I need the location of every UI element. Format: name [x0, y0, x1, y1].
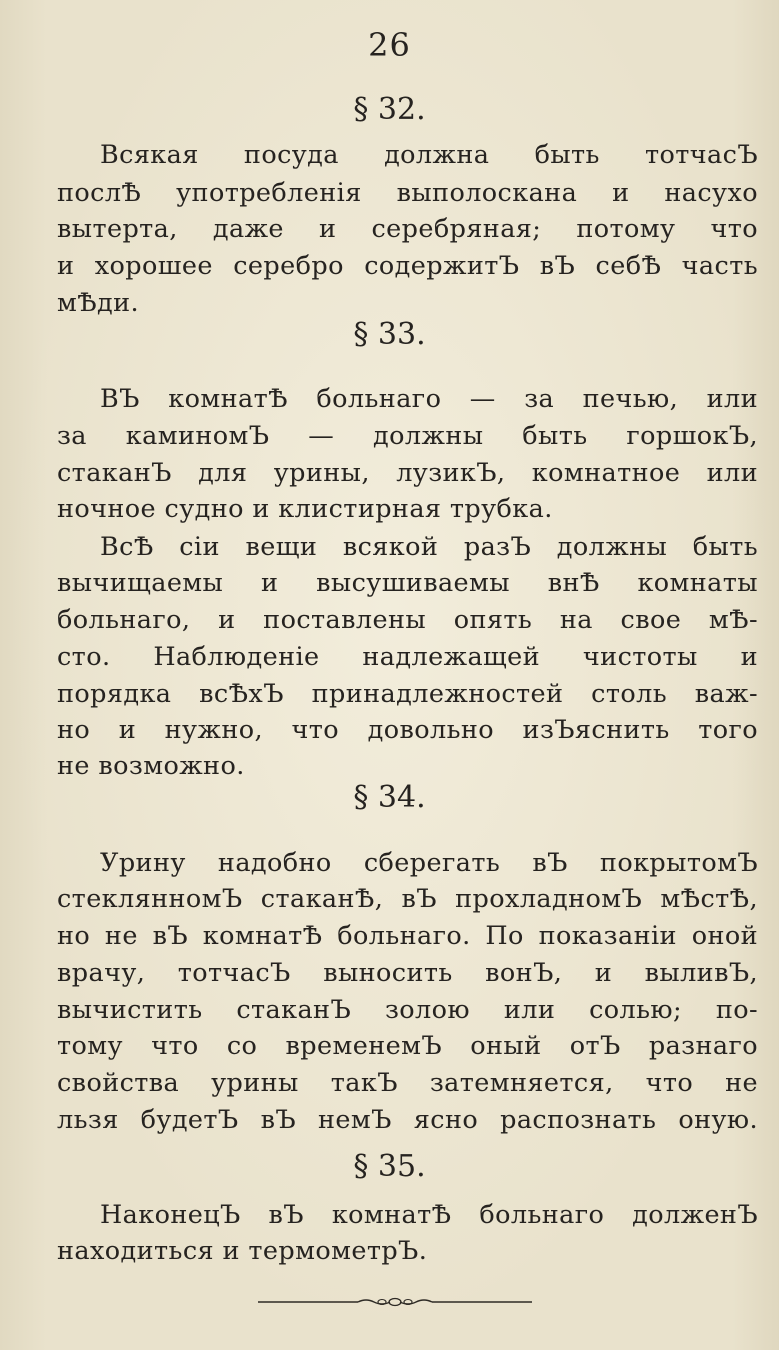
text-line: вычищаемы и высушиваемы внѢ комнаты — [57, 568, 758, 598]
text-line: послѢ употребленія выполоскана и насухо — [57, 178, 758, 208]
text-line: Урину надобно сберегать вЪ покрытомЪ — [100, 848, 758, 878]
text-line: Всякая посуда должна быть тотчасЪ — [100, 140, 758, 170]
text-line: стеклянномЪ стаканѢ, вЪ прохладномЪ мѢстѢ, — [57, 884, 758, 914]
text-line: ВЪ комнатѢ больнаго — за печью, или — [100, 384, 758, 414]
text-line: порядка всѢхЪ принадлежностей столь важ- — [57, 679, 758, 709]
text-line: врачу, тотчасЪ выносить вонЪ, и выливЪ, — [57, 958, 758, 988]
text-line: мѢди. — [57, 288, 140, 318]
text-line: вытерта, даже и серебряная; потому что — [57, 214, 758, 244]
text-line: НаконецЪ вЪ комнатѢ больнаго долженЪ — [100, 1200, 758, 1230]
text-line: больнаго, и поставлены опять на свое мѢ- — [57, 605, 758, 635]
text-line: вычистить стаканЪ золою или солью; по- — [57, 995, 758, 1025]
text-line: но и нужно, что довольно изЪяснить того — [57, 715, 758, 745]
ornament-divider — [258, 1294, 532, 1310]
text-line: ночное судно и клистирная трубка. — [57, 494, 553, 524]
section-heading-32: § 32. — [353, 92, 426, 127]
page-number: 26 — [368, 26, 411, 64]
text-line: льзя будетЪ вЪ немЪ ясно распознать оную. — [57, 1105, 758, 1135]
text-line: сто. Наблюденіе надлежащей чистоты и — [57, 642, 758, 672]
section-heading-33: § 33. — [353, 317, 426, 352]
text-line: не возможно. — [57, 751, 245, 781]
section-heading-34: § 34. — [353, 780, 426, 815]
text-line: тому что со временемЪ оный отЪ разнаго — [57, 1031, 758, 1061]
text-line: но не вЪ комнатѢ больнаго. По показаніи оной — [57, 921, 758, 951]
text-line: ВсѢ сіи вещи всякой разЪ должны быть — [100, 532, 758, 562]
text-line: за каминомЪ — должны быть горшокЪ, — [57, 421, 758, 451]
section-heading-35: § 35. — [353, 1149, 426, 1184]
text-line: и хорошее серебро содержитЪ вЪ себѢ часть — [57, 251, 758, 281]
text-line: находиться и термометрЪ. — [57, 1236, 428, 1266]
text-line: свойства урины такЪ затемняется, что не — [57, 1068, 758, 1098]
text-line: стаканЪ для урины, лузикЪ, комнатное или — [57, 458, 758, 488]
